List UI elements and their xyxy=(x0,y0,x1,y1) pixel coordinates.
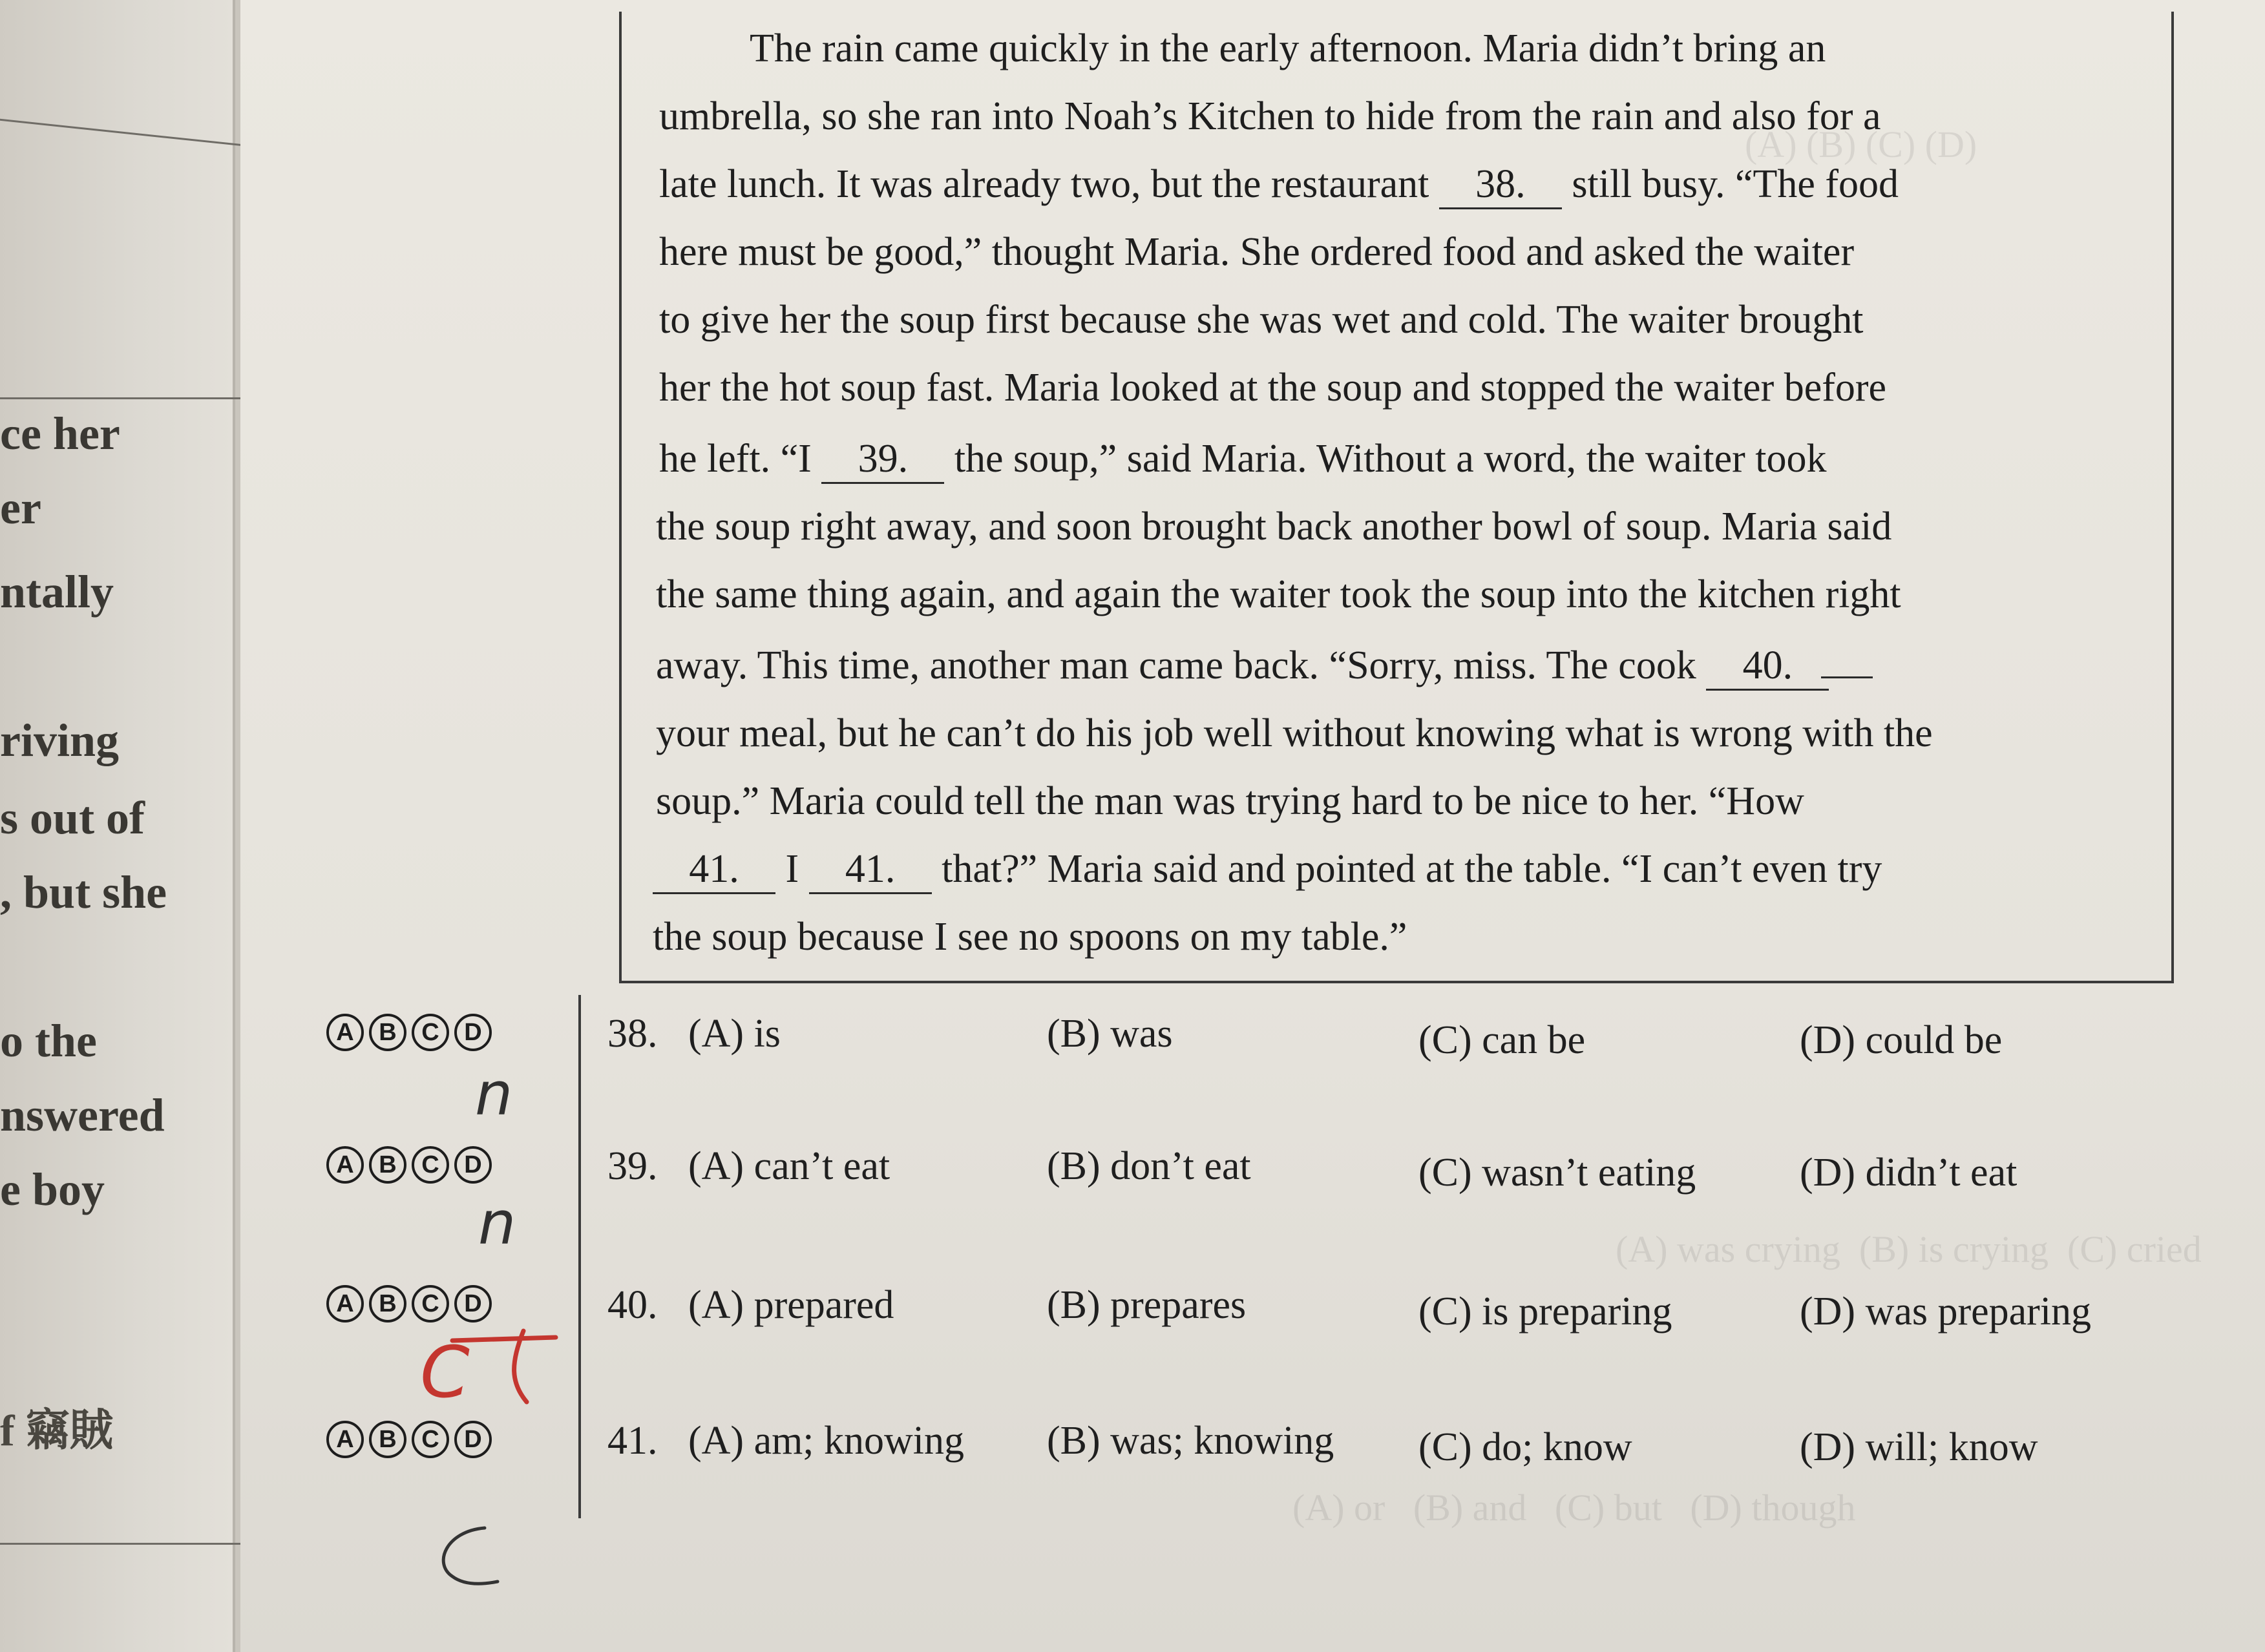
answer-bubble[interactable]: D xyxy=(454,1014,492,1051)
passage-text: to give her the soup first because she was wet and cold. The waiter brought xyxy=(659,298,1864,342)
passage-line xyxy=(659,162,1899,209)
passage-line xyxy=(656,504,1891,550)
answer-blank xyxy=(1821,676,1873,678)
question-option: (C) wasn’t eating xyxy=(1418,1151,1696,1195)
question-number: 40. xyxy=(607,1283,658,1327)
handwritten-mark-40: C xyxy=(420,1331,470,1414)
handwritten-mark-41 xyxy=(420,1512,549,1596)
question-option: (D) didn’t eat xyxy=(1800,1151,2017,1195)
answer-bubble[interactable]: D xyxy=(454,1146,492,1184)
handwritten-mark-38: n xyxy=(475,1060,513,1129)
question-number: 39. xyxy=(607,1144,658,1188)
answer-column-divider xyxy=(578,995,581,1518)
passage-text: The rain came quickly in the early afternoon. Maria didn’t bring an xyxy=(750,26,1826,70)
passage-text: your meal, but he can’t do his job well without knowing what is wrong with the xyxy=(656,711,1933,755)
passage-text: the soup,” said Maria. Without a word, the waiter took xyxy=(944,437,1827,481)
passage-text: the same thing again, and again the waiter took the soup into the kitchen right xyxy=(656,572,1901,616)
passage-line xyxy=(656,572,1901,618)
passage-text: that?” Maria said and pointed at the table. “I can’t even try xyxy=(931,847,1882,891)
left-page-edge xyxy=(0,0,235,1652)
answer-blank: 38. xyxy=(1439,162,1562,209)
left-fragment: er xyxy=(0,482,41,534)
passage-text: I xyxy=(775,847,809,891)
answer-bubble[interactable]: B xyxy=(369,1285,406,1323)
left-fragment: ce her xyxy=(0,408,120,459)
passage-line xyxy=(750,26,1826,72)
passage-text: her the hot soup fast. Maria looked at the soup and stopped the waiter before xyxy=(659,366,1887,410)
question-option: (B) prepares xyxy=(1047,1283,1247,1327)
passage-text: here must be good,” thought Maria. She ordered food and asked the waiter xyxy=(659,230,1855,274)
question-option: (D) was preparing xyxy=(1800,1290,2092,1333)
answer-bubble[interactable]: C xyxy=(412,1421,449,1458)
question-option: (A) am; knowing xyxy=(688,1419,965,1463)
question-option: (C) can be xyxy=(1418,1018,1586,1062)
answer-bubbles xyxy=(326,1014,492,1051)
passage-text: the soup right away, and soon brought back another bowl of soup. Maria said xyxy=(656,505,1892,549)
question-option: (D) will; know xyxy=(1800,1425,2038,1469)
answer-bubble[interactable]: C xyxy=(412,1146,449,1184)
answer-blank: 40. xyxy=(1706,643,1829,691)
question-option: (D) could be xyxy=(1800,1018,2003,1062)
answer-bubble[interactable]: B xyxy=(369,1421,406,1458)
left-fragment: nswered xyxy=(0,1089,165,1141)
passage-text: umbrella, so she ran into Noah’s Kitchen to hide from the rain and also for a xyxy=(659,94,1881,138)
answer-blank: 39. xyxy=(821,436,944,484)
question-option: (A) can’t eat xyxy=(688,1144,890,1188)
passage-text: away. This time, another man came back. “Sorry, miss. The cook xyxy=(656,643,1707,687)
question-option: (B) was; knowing xyxy=(1047,1419,1334,1463)
answer-bubble[interactable]: A xyxy=(326,1421,364,1458)
answer-bubble[interactable]: A xyxy=(326,1014,364,1051)
answer-bubble[interactable]: C xyxy=(412,1014,449,1051)
answer-bubble[interactable]: D xyxy=(454,1421,492,1458)
question-option: (A) is xyxy=(688,1012,781,1056)
passage-line xyxy=(656,779,1804,824)
question-option: (B) don’t eat xyxy=(1047,1144,1251,1188)
handwritten-mark-39: n xyxy=(478,1189,516,1258)
passage-text: he left. “I xyxy=(659,437,822,481)
red-scribble-icon xyxy=(414,1324,569,1408)
question-number: 38. xyxy=(607,1012,658,1056)
left-fragment: e boy xyxy=(0,1164,105,1215)
answer-bubble[interactable]: C xyxy=(412,1285,449,1323)
passage-line xyxy=(659,436,1827,484)
passage-line xyxy=(656,643,1873,691)
answer-bubbles xyxy=(326,1285,492,1323)
question-option: (C) do; know xyxy=(1418,1425,1632,1469)
answer-blank: 41. xyxy=(809,846,932,894)
question-option: (B) was xyxy=(1047,1012,1173,1056)
left-frame-top xyxy=(0,0,249,147)
answer-bubble[interactable]: A xyxy=(326,1146,364,1184)
passage-line xyxy=(659,229,1854,275)
passage-box xyxy=(619,12,2174,983)
passage-text: the soup because I see no spoons on my table.” xyxy=(653,915,1407,959)
passage-line xyxy=(659,94,1881,140)
answer-bubbles xyxy=(326,1421,492,1458)
left-fragment: ntally xyxy=(0,566,114,618)
question-option: (A) prepared xyxy=(688,1283,894,1327)
passage-line xyxy=(659,297,1863,343)
passage-line xyxy=(653,846,1882,894)
passage-line xyxy=(659,365,1886,411)
passage-line xyxy=(653,914,1407,960)
question-option: (C) is preparing xyxy=(1418,1290,1672,1333)
passage-text: soup.” Maria could tell the man was trying hard to be nice to her. “How xyxy=(656,779,1804,823)
answer-bubbles xyxy=(326,1146,492,1184)
left-fragment: , but she xyxy=(0,866,167,918)
passage-text: late lunch. It was already two, but the restaurant xyxy=(659,162,1439,206)
left-chinese-text: f 竊賊 xyxy=(0,1406,114,1455)
question-number: 41. xyxy=(607,1419,658,1463)
answer-blank: 41. xyxy=(653,846,775,894)
left-fragment: o the xyxy=(0,1015,97,1067)
left-fragment: s out of xyxy=(0,792,145,844)
passage-text: still busy. “The food xyxy=(1561,162,1899,206)
answer-bubble[interactable]: B xyxy=(369,1146,406,1184)
answer-bubble[interactable]: B xyxy=(369,1014,406,1051)
answer-bubble[interactable]: A xyxy=(326,1285,364,1323)
left-fragment: riving xyxy=(0,715,120,766)
answer-bubble[interactable]: D xyxy=(454,1285,492,1323)
passage-line xyxy=(656,711,1933,757)
